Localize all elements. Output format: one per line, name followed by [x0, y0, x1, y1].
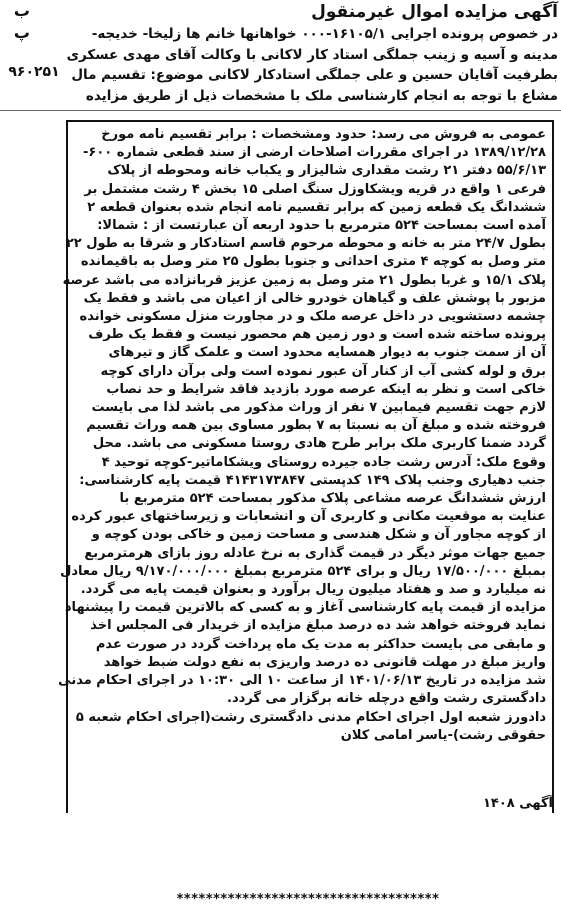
separator-stars: ************************************ — [176, 892, 440, 907]
notice-line: ۱۳۸۹/۱۲/۲۸ در اجرای مقررات اصلاحات ارضی از سند قطعی شماره ۶۰۰- — [83, 145, 546, 161]
notice-line: بطول ۲۴/۷ متر به خانه و محوطه مرحوم قاسم استادکار و شرقا به طول ۲۲ — [65, 236, 546, 252]
notice-line: نه میلیارد و صد و هفتاد میلیون ریال برآورد و بعنوان قیمت پایه می گردد. — [80, 582, 546, 598]
notice-line: متر وصل به کوچه ۴ متری احداثی و جنوبا بطول ۲۵ متر وصل به باقیمانده — [80, 254, 546, 270]
notice-line: ۵۵/۶/۱۳ دفتر ۲۱ رشت مقداری شالیزار و یکباب خانه ومحوطه از پلاک — [107, 163, 546, 179]
notice-line: ششدانگ یک قطعه زمین که برابر تقسیم نامه انجام شده بعنوان قطعه ۲ — [87, 199, 546, 215]
header-line-3: بطرفیت آقایان حسین و علی جملگی استادکار لاکانی موضوع: تقسیم مال — [71, 67, 558, 83]
notice-line: گردد ضمنا کاربری ملک برابر طرح هادی روستا مسکونی می باشد. محل — [92, 436, 546, 452]
auction-header — [66, 0, 558, 108]
notice-line: عنایت به موقعیت مکانی و کاربری آن و انشعابات و زیرساختهای عبور کرده — [71, 509, 546, 525]
header-line-2: مدینه و آسیه و زینب جملگی استاد کار لاکانی با وکالت آقای مهدی عسکری — [66, 46, 558, 63]
notice-line: فروخته شده و مبلغ آن به نسبتا به ۷ بطور مساوی بین همه وراث تقسیم — [86, 418, 546, 434]
fragment-line-2: پ — [13, 23, 30, 42]
notice-line: بمبلغ ۱۷/۵۰۰/۰۰۰ ریال و برای ۵۲۴ مترمربع بمبلغ ۹/۱۷۰/۰۰۰/۰۰۰ ریال معادل — [60, 563, 546, 579]
notice-line: برق و لوله کشی آب از کنار آن عبور نموده است ولی برآن دارای کوچه — [100, 363, 546, 379]
notice-line: مزبور با پوشش علف و گیاهان خودرو خالی از اعیان می باشد و فقط یک — [83, 290, 546, 306]
notice-line: دادورز شعبه اول اجرای احکام مدنی دادگستری رشت(اجرای احکام شعبه ۵ — [75, 709, 546, 725]
next-notice-fragment: آگهی ۱۴۰۸ — [482, 796, 553, 811]
notice-line: واریز مبلغ در مهلت قانونی ده درصد واریزی به نفع دولت ضبط خواهد — [103, 654, 546, 670]
notice-body — [58, 126, 546, 745]
header-line-4: مشاع با توجه به انجام کارشناسی ملک با مشخصات ذیل از طریق مزایده — [85, 87, 558, 104]
notice-line: لازم جهت تقسیم فیمابین ۷ نفر از وراث مذکور می باشد لذا می بایست — [91, 400, 546, 416]
auction-title: آگهی مزایده اموال غیرمنقول — [311, 2, 558, 22]
header-divider — [0, 110, 561, 111]
notice-line: حقوقی رشت)-یاسر امامی کلان — [340, 727, 546, 743]
notice-line: از کوچه مجاور آن و شکل هندسی و مساحت زمین و خاکی بودن کوچه و — [91, 527, 546, 543]
notice-line: مزایده از قیمت پایه کارشناسی آغاز و به کسی که بالاترین قیمت را پیشنهاد — [64, 600, 546, 616]
notice-line: جنب دهیاری وجنب پلاک ۱۴۹ کدپستی ۴۱۴۳۱۷۳۸۴۷ قیمت پایه کارشناسی: — [79, 472, 546, 488]
adjacent-column-fragment — [0, 0, 30, 70]
notice-line: پرونده ساخته شده است و دور زمین هم محصور نیست و فقط یک طرف — [88, 327, 546, 343]
notice-line: دادگستری رشت واقع درچله خانه برگزار می گردد. — [227, 691, 546, 707]
notice-line: جمیع جهات موثر دیگر در قیمت گذاری به نرخ عادله روز بازای هرمترمربع — [84, 545, 546, 561]
reference-number: ۹۶۰۲۵۱ — [8, 64, 60, 80]
notice-line: خاکی است و نظر به اینکه عرصه مورد بازدید فاقد شرایط و حد نصاب — [106, 381, 546, 397]
notice-line: عمومی به فروش می رسد: حدود ومشخصات : برابر تقسیم نامه مورخ — [101, 127, 546, 142]
notice-line: و مابقی می بایست حداکثر به مدت یک ماه پرداخت گردد در صورت عدم — [95, 636, 546, 652]
notice-line: وقوع ملک: آدرس رشت جاده جیرده روستای ویشکاماتیر-کوچه توحید ۴ — [101, 454, 546, 470]
notice-line: آن از سمت جنوب به دیوار همسایه محدود است و علمک گاز و تیرهای — [108, 345, 546, 361]
auction-notice-box — [58, 120, 554, 907]
notice-line: ارزش ششدانگ عرصه مشاعی پلاک مذکور بمساحت ۵۲۴ مترمربع با — [119, 491, 546, 507]
notice-line: نماید فروخته خواهد شد ده درصد مبلغ مزایده از خریدار فی المجلس اخذ — [90, 618, 546, 634]
notice-line: فرعی ۱ واقع در قریه ویشکاوزل سنگ اصلی ۱۵ بخش ۴ رشت مشتمل بر — [84, 181, 546, 197]
notice-line: آمده است بمساحت ۵۲۴ مترمربع با حدود اربعه آن عبارتست از : شمالا: — [97, 218, 546, 234]
notice-line: شد مزایده در تاریخ ۱۴۰۱/۰۶/۱۳ از ساعت ۱۰ الی ۱۰:۳۰ در اجرای احکام مدنی — [58, 673, 546, 689]
notice-line: پلاک ۱۵/۱ و غربا بطول ۲۱ متر وصل به زمین عزیز قربانزاده می باشد عرصه — [62, 272, 546, 288]
fragment-line-1: ب — [13, 1, 30, 20]
header-line-1: در خصوص پرونده اجرایی ۱۶۱۰۵/۱-۰۰۰ خواهانها خانم ها زلیخا- خدیجه- — [91, 26, 558, 42]
notice-line: چشمه دستشویی در داخل عرصه ملک و در مجاورت منزل مسکونی خوانده — [79, 309, 546, 325]
